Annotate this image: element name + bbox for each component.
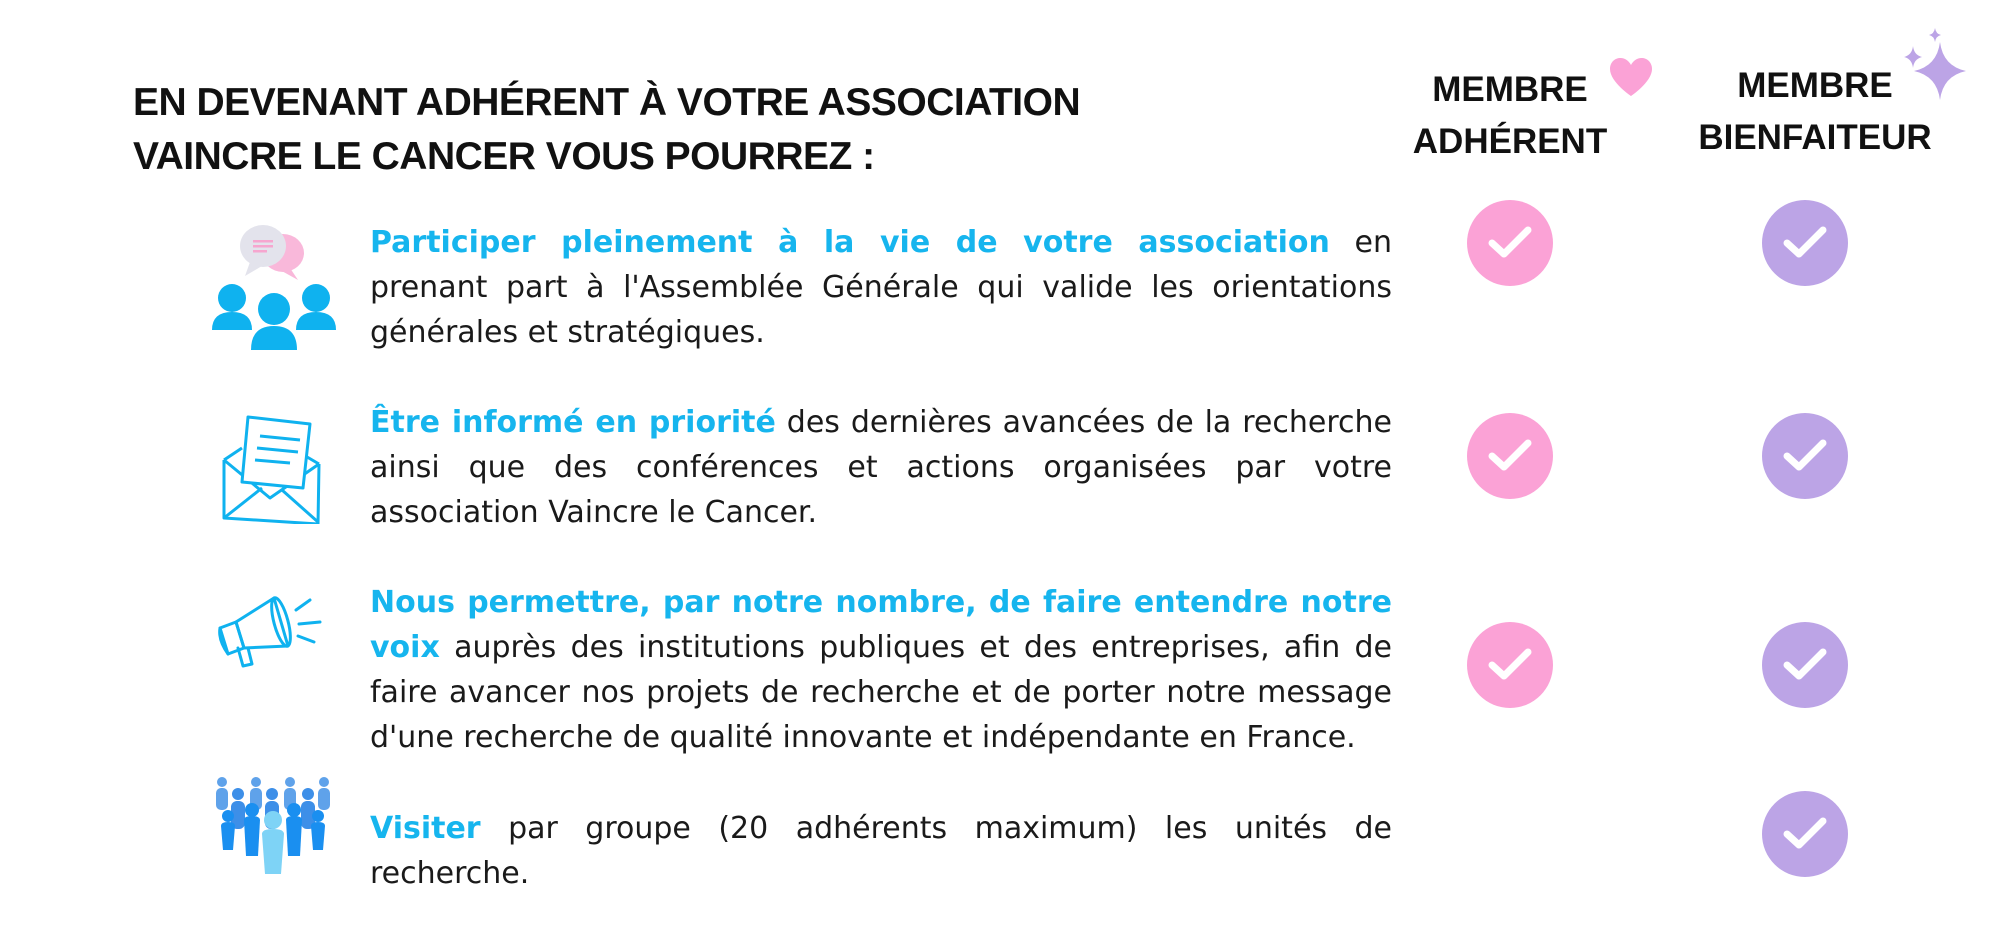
check-adherent-row-3	[1467, 622, 1553, 708]
check-bienfaiteur-row-3	[1762, 622, 1848, 708]
check-icon	[1488, 225, 1532, 261]
benefit-row-2-highlight: Être informé en priorité	[370, 405, 776, 440]
group-crowd-icon	[212, 776, 334, 876]
check-bienfaiteur-row-4	[1762, 791, 1848, 877]
benefit-row-4-highlight: Visiter	[370, 811, 481, 846]
check-bienfaiteur-row-2	[1762, 413, 1848, 499]
check-adherent-row-1	[1467, 200, 1553, 286]
title-line-1: EN DEVENANT ADHÉRENT À VOTRE ASSOCIATION	[133, 81, 1081, 124]
sparkle-icon	[1898, 28, 1968, 108]
column-header-bienfaiteur-line1: MEMBRE	[1737, 66, 1893, 105]
benefit-row-1-text	[370, 220, 1392, 355]
benefit-row-4-text	[370, 806, 1392, 896]
benefit-row-3-highlight: Nous permettre, par notre nombre, de faire entendre notre voix	[370, 585, 1392, 665]
megaphone-icon	[216, 590, 324, 670]
benefit-row-3-body: auprès des institutions publiques et des entreprises, afin de faire avancer nos projets de recherche et de porter notre message d'une recherche de qualité innovante et indépendante en France.	[370, 630, 1392, 755]
title-line-2: VAINCRE LE CANCER VOUS POURREZ :	[133, 135, 875, 178]
benefit-row-1-body: en prenant part à l'Assemblée Générale qui valide les orientations générales et stratégiques.	[370, 225, 1392, 350]
check-bienfaiteur-row-1	[1762, 200, 1848, 286]
heart-icon	[1608, 56, 1654, 98]
column-header-adherent-line1: MEMBRE	[1432, 70, 1588, 109]
check-icon	[1783, 816, 1827, 852]
benefit-row-3-text	[370, 580, 1392, 760]
check-icon	[1488, 647, 1532, 683]
column-header-adherent	[1400, 64, 1620, 168]
benefit-row-2-text	[370, 400, 1392, 535]
people-discussion-icon	[210, 220, 338, 354]
check-icon	[1488, 438, 1532, 474]
check-adherent-row-2	[1467, 413, 1553, 499]
check-icon	[1783, 225, 1827, 261]
benefit-row-1-highlight: Participer pleinement à la vie de votre association	[370, 225, 1330, 260]
check-icon	[1783, 647, 1827, 683]
page-title	[133, 76, 1080, 184]
benefit-row-4-body: par groupe (20 adhérents maximum) les unités de recherche.	[370, 811, 1392, 891]
benefit-row-2-body: des dernières avancées de la recherche ainsi que des conférences et actions organisées par votre association Vaincre le Cancer.	[370, 405, 1392, 530]
column-header-adherent-line2: ADHÉRENT	[1412, 122, 1608, 161]
check-icon	[1783, 438, 1827, 474]
envelope-letter-icon	[218, 412, 324, 524]
column-header-bienfaiteur-line2: BIENFAITEUR	[1698, 118, 1932, 157]
